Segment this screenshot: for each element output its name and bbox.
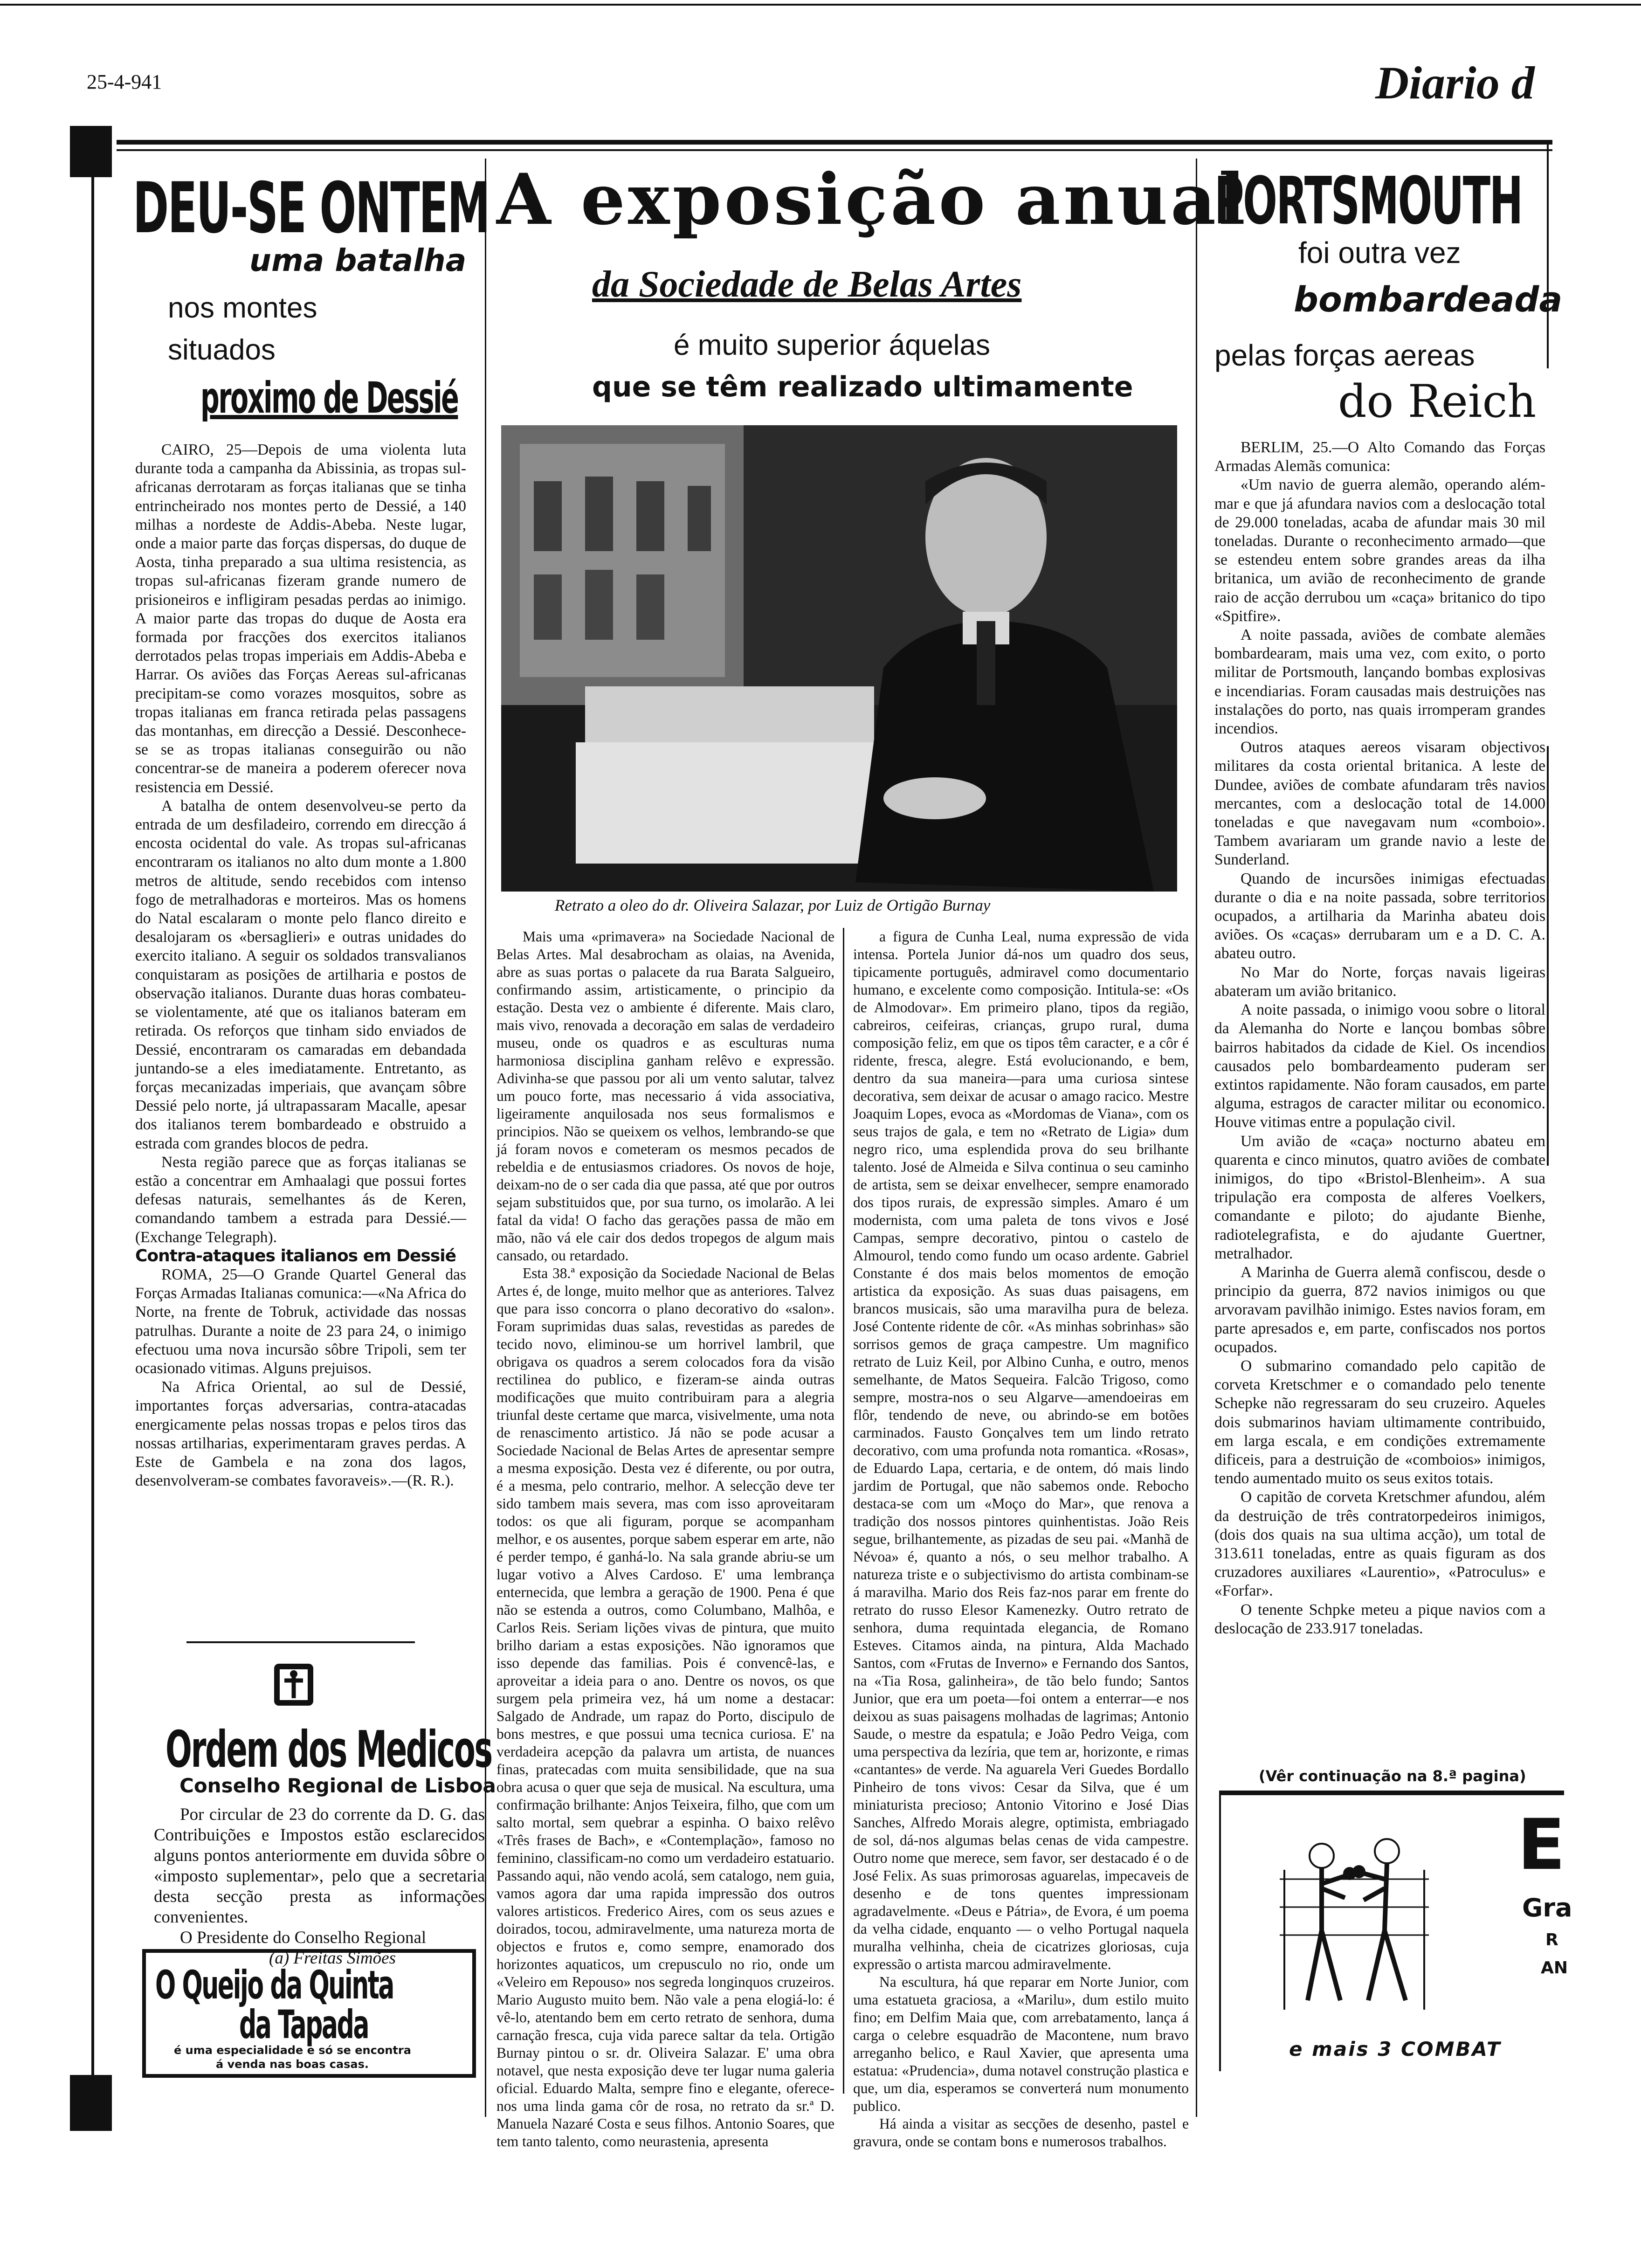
left-paragraph-3: Nesta região parece que as forças italianas se estão a concentrar em Amhaalagi que possui fortes defesas naturais, semelhantes ás de Keren, comandando tambem a estrada para Dessié.—(Exchange Telegraph). bbox=[135, 1153, 466, 1246]
right-deck-1: foi outra vez bbox=[1298, 236, 1461, 270]
left-bottom-block bbox=[70, 2075, 112, 2131]
center-deck: é muito superior áquelas bbox=[674, 329, 990, 361]
right-column-body bbox=[1214, 438, 1545, 1760]
center-column-1 bbox=[496, 928, 834, 2150]
boxing-ad-side-2: R bbox=[1545, 1930, 1558, 1950]
right-kicker: bombardeada bbox=[1294, 280, 1563, 320]
left-frame-rule bbox=[91, 140, 94, 2122]
left-headline: DEU-SE ONTEM bbox=[133, 168, 490, 249]
top-rule bbox=[0, 4, 1641, 6]
center-deck-2: que se têm realizado ultimamente bbox=[592, 371, 1133, 403]
left-separator bbox=[186, 1641, 415, 1643]
right-paragraph-3: A noite passada, aviões de combate alemães bombardearam, mais uma vez, com exito, o porto militar de Portsmouth, lançando bombas explosivas e incendiarias. Foram causadas mais destruições nas instalações do porto, nas quais irromperam grandes incendios. bbox=[1214, 626, 1545, 738]
header-rule-thin bbox=[117, 149, 1552, 151]
right-frame-rule bbox=[1547, 145, 1549, 368]
right-paragraph-4: Outros ataques aereos visaram objectivos militares da costa oriental britanica. A leste de Dundee, aviões de combate afundaram três navios mercantes, com a deslocação total de 14.000 toneladas e que navegavam num «comboio». Tambem avariaram um grande navio a leste de Sunderland. bbox=[1214, 739, 1545, 869]
right-frame-rule-2 bbox=[1547, 746, 1549, 1166]
right-paragraph-6: No Mar do Norte, forças navais ligeiras abateram um avião britanico. bbox=[1214, 963, 1545, 1000]
right-paragraph-8: Um avião de «caça» nocturno abateu em quarenta e cinco minutos, quatro aviões de combate inimigos, do tipo «Bristol-Blenheim». A sua tripulação era composta de alferes Voelkers, comandante e piloto; do ajudante Bienhe, radiotelegrafista, e do ajudante Guertner, metralhador. bbox=[1214, 1132, 1545, 1262]
medicos-subtitle: Conselho Regional de Lisboa bbox=[179, 1774, 496, 1797]
right-continued-note: (Vêr continuação na 8.ª pagina) bbox=[1259, 1767, 1526, 1785]
left-paragraph-5: Na Africa Oriental, ao sul de Dessié, importantes forças adversarias, contra-atacadas energicamente pelas nossas tropas e pelos tiros das nossas artilharias, experimentaram graves perdas. A Este de Gambela e na zona dos lagos, desenvolveram-se combates favoraveis».—(R. R.). bbox=[135, 1378, 466, 1490]
left-subhead-2: Contra-ataques italianos em Dessié bbox=[135, 1246, 456, 1265]
center-paragraph-4: Na escultura, há que reparar em Norte Junior, com uma estatueta graciosa, a «Marilu», dum estilo muito fino; em Delfim Maia que, com arrebatamento, lança á carga o celebre esquadrão de Macontene, num bravo arreganho belico, e Raul Xavier, que apresenta uma estatua: «Prudencia», duma notavel construção plastica e que, um dia, esperamos se converterá num monumento publico. bbox=[853, 1974, 1189, 2114]
left-deck-line2: situados bbox=[168, 334, 276, 366]
queijo-line4: á venda nas boas casas. bbox=[216, 2058, 369, 2071]
medicos-signature: (a) Freitas Simões bbox=[269, 1949, 396, 1968]
left-kicker: uma batalha bbox=[249, 242, 467, 278]
boxing-ad-bottom: e mais 3 COMBAT bbox=[1289, 2038, 1502, 2061]
center-paragraph-5: Há ainda a visitar as secções de desenho, pastel e gravura, onde se contam bons e numerosos trabalhos. bbox=[853, 2116, 1189, 2150]
column-rule-2 bbox=[1196, 159, 1197, 2117]
center-paragraph-2: Esta 38.ª exposição da Sociedade Nacional de Belas Artes é, de longe, muito melhor que as anteriores. Talvez que para isso concorra o plano decorativo do «salon». Foram suprimidas duas salas, revestidas as paredes de tecido novo, eliminou-se um horrivel lambril, que obrigava os quadros a serem colocados fora da visão rectilinea do publico, e fizeram-se ainda outras modificações que muito contribuiram para a alegria triunfal deste certame que marca, visivelmente, uma nota de renascimento artistico. Já não se pode acusar a Sociedade Nacional de Belas Artes de apresentar sempre a mesma exposição. Desta vez é diferente, ou por outra, é a mesma, pelo contrario, melhor. A selecção deve ter sido tambem mais severa, mas com isso aproveitaram todos: os que ali figuram, porque se acompanham melhor, e os ausentes, porque sabem esperar em arte, não é perder tempo, é ganhá-lo. Na sala grande abriu-se um lugar votivo a Alves Cardoso. E' uma lembrança enternecida, que lembra a geração de 1900. Pena é que não se estenda a outros, como Columbano, Malhôa, e Carlos Reis. Seriam lições vivas de pintura, que muito brilho dariam a estas exposições. Não ignoramos que isso depende das familias. Pois é convencê-las, e aproveitar a ideia para o ano. Dentre os novos, os que surgem pela primeira vez, há um nome a destacar: Salgado de Andrade, um rapaz do Porto, discipulo de bons mestres, e que possui uma tecnica curiosa. E' na verdadeira acepção da palavra um artista, de nuances finas, pratecadas com muita sensibilidade, que na sua obra acusa o quer que seja de musical. Na escultura, uma confirmação brilhante: Anjos Teixeira, filho, que com um salto mortal, sem quebrar a espinha. O baixo relêvo «Três frases de Bach», e «Contemplação», famoso no feminino, classificam-no como um verdadeiro estatuario. Passando aqui, não vendo acolá, sem catalogo, nem guia, vamos agora dar uma rapida impressão dos outros valores artisticos. Frederico Aires, com os seus azues e doirados, tocou, admiravelmente, uma natureza morta de objectos e frutos e, como sempre, enamorado dos horizontes aquaticos, um crepusculo no rio, onde um «Veleiro em Repouso» nos segreda longinquos cruzeiros. Mario Augusto muito bem. Não vale a pena elogiá-lo: é vê-lo, atentando bem em certo retrato de senhora, duma carnação fresca, cuja vida parece saltar da tela. Ortigão Burnay pintou o sr. dr. Oliveira Salazar. E' uma obra notavel, que nesta exposição deve ter lugar numa galeria oficial. Eduardo Malta, sempre fino e elegante, oferece-nos uma linda gama côr de rosa, no retrato da sr.ª D. Manuela Nazaré Costa e seus filhos. Antonio Soares, que tem tanto talento, como neurastenia, apresenta bbox=[496, 1265, 834, 2150]
right-paragraph-7: A noite passada, o inimigo voou sobre o litoral da Alemanha do Norte e lançou bombas sôbre bairros habitados da cidade de Kiel. Os incendios causados pelo bombardeamento puderam ser extintos rapidamente. Não foram causados, em parte alguma, estragos de caracter militar ou economico. Houve vitimas entre a população civil. bbox=[1214, 1001, 1545, 1131]
column-rule-1 bbox=[485, 159, 486, 2117]
medicos-title: Ordem dos Medicos bbox=[165, 1721, 492, 1779]
left-deck-line1: nos montes bbox=[168, 292, 317, 324]
header-rule-thick bbox=[117, 140, 1552, 145]
issue-date: 25-4-941 bbox=[87, 70, 162, 93]
medicos-signoff: O Presidente do Conselho Regional bbox=[180, 1928, 427, 1947]
right-paragraph-10: O submarino comandado pelo capitão de corveta Kretschmer e o comandado pelo tenente Schepke não regressaram do seu cruzeiro. Aqueles dois submarinos haviam ultimamente contribuido, em larga escala, e em condições extremamente dificeis, para a destruição de «comboios» inimigos, tendo aumentado muito os seus exitos totais. bbox=[1214, 1357, 1545, 1487]
medicos-text: Por circular de 23 do corrente da D. G. das Contribuições e Impostos estão esclarecidos alguns pontos anteriormente em duvida sôbre o «imposto suplementar», pelo que a secretaria desta secção presta as informações convenientes. bbox=[154, 1805, 485, 1927]
center-headline: A exposição anual bbox=[496, 159, 1248, 241]
right-headline: PORTSMOUTH bbox=[1214, 163, 1522, 239]
right-paragraph-1: BERLIM, 25.—O Alto Comando das Forças Armadas Alemãs comunica: bbox=[1214, 439, 1545, 475]
center-inner-rule bbox=[843, 928, 844, 2094]
center-kicker: da Sociedade de Belas Artes bbox=[592, 264, 1022, 305]
queijo-line1: O Queijo da Quinta bbox=[155, 1962, 393, 2008]
salazar-portrait-photo bbox=[501, 425, 1177, 892]
left-paragraph-2: A batalha de ontem desenvolveu-se perto da entrada de um desfiladeiro, correndo em direcção á encosta ocidental do vale. As tropas sul-africanas encontraram os italianos no alto dum monte a 1.800 metros de altitude, sendo recebidos com intenso fogo de metralhadoras e morteiros. Mas os homens do Natal escalaram o monte pelo flanco direito e desalojaram os «bersaglieri» e outras unidades do exercito italiano. A seguir os soldados transvalianos conquistaram as posições de artilharia e postos de observação italianos. Durante duas horas combateu-se violentamente, até que os italianos bateram em retirada. Os reforços que tinham sido enviados de Dessié, encontraram os camaradas em debandada juntando-se a eles imediatamente. Entretanto, as forças mecanizadas imperiais, que avançam sôbre Dessié pelo norte, já ultrapassaram Macalle, apesar dos italianos terem bombardeado e obstruido a estrada com grandes blocos de pedra. bbox=[135, 797, 466, 1152]
right-paragraph-9: A Marinha de Guerra alemã confiscou, desde o principio da guerra, 872 navios inimigos ou que arvoravam pavilhão inimigo. Estes navios foram, em parte apresados e, em parte, confiscados nos portos ocupados. bbox=[1214, 1263, 1545, 1356]
boxing-ad-side-3: AN bbox=[1541, 1958, 1568, 1978]
left-column-body bbox=[135, 441, 466, 1623]
newspaper-title: Diario d bbox=[1375, 57, 1535, 109]
right-paragraph-5: Quando de incursões inimigas efectuadas durante o dia e na noite passada, sobre territorios ocupados, a artilharia da Marinha abateu dois aviões. Os «caças» derrubaram um e a D. C. A. abateu outro. bbox=[1214, 870, 1545, 962]
center-column-2 bbox=[853, 928, 1189, 2150]
boxing-ad-side-1: Gra bbox=[1522, 1893, 1572, 1922]
boxing-ad bbox=[1219, 1795, 1572, 2075]
queijo-ad bbox=[142, 1949, 476, 2078]
boxing-ad-big-letter: E bbox=[1517, 1805, 1565, 1886]
photo-caption: Retrato a oleo do dr. Oliveira Salazar, por Luiz de Ortigão Burnay bbox=[555, 896, 991, 914]
queijo-line2: da Tapada bbox=[239, 2002, 369, 2047]
right-paragraph-2: «Um navio de guerra alemão, operando além-mar e que já afundara navios com a deslocação total de 29.000 toneladas, acaba de afundar mais 30 mil toneladas. Durante o reconhecimento armado—que se estendeu entem sobre grandes areas da ilha britanica, um avião de reconhecimento de grande raio de acção derrubou um «caça» britanico do tipo «Spitfire». bbox=[1214, 476, 1545, 625]
queijo-line3: é uma especialidade e só se encontra bbox=[174, 2044, 411, 2057]
right-deck-2: pelas forças aereas bbox=[1214, 339, 1475, 372]
boxing-ad-top-rule bbox=[1219, 1791, 1564, 1795]
left-subheadline: proximo de Dessié bbox=[200, 373, 458, 423]
right-paragraph-11: O capitão de corveta Kretschmer afundou, além da destruição de três contratorpedeiros inimigos, (dois dos quais na sua ultima acção), um total de 313.611 toneladas, entre as quais figuram as dos cruzadores auxiliares «Laurentio», «Patroculus» e «Forfar». bbox=[1214, 1488, 1545, 1600]
left-paragraph-1: CAIRO, 25—Depois de uma violenta luta durante toda a campanha da Abissinia, as tropas sul-africanas derrotaram as forças italianas que se tinha entrincheirado nos montes perto de Dessié, a 140 milhas a nordeste de Addis-Abeba. Neste lugar, onde a maior parte das forças dispersas, do duque de Aosta, tinha preparado a sua ultima resistencia, as tropas sul-africanas fizeram grande numero de prisioneiros e infligiram pesadas perdas ao inimigo. A maior parte das tropas do duque de Aosta era formada por fracções dos exercitos italianos derrotados pelas tropas imperiais em Addis-Abeba e Harrar. Os aviões das Forças Aereas sul-africanas precipitam-se como vorazes mosquitos, sobre as tropas italianas em franca retirada pelas passagens das montanhas, em direcção a Dessié. Desconhece-se se as tropas italianas conseguirão ou não concentrar-se de maneira a poderem oferecer nova resistencia em Dessié. bbox=[135, 441, 466, 796]
left-paragraph-4: ROMA, 25—O Grande Quartel General das Forças Armadas Italianas comunica:—«Na Africa do Norte, na frente de Tobruk, actividade das nossas patrulhas. Durante a noite de 23 para 24, o inimigo efectuou uma nova incursão sôbre Tripoli, sem ter ocasionado vitimas. Alguns prejuisos. bbox=[135, 1265, 466, 1377]
right-deck-3: do Reich bbox=[1338, 375, 1537, 428]
right-paragraph-12: O tenente Schpke meteu a pique navios com a deslocação de 233.917 toneladas. bbox=[1214, 1601, 1545, 1637]
center-paragraph-1: Mais uma «primavera» na Sociedade Nacional de Belas Artes. Mal desabrocham as olaias, na Avenida, abre as suas portas o palacete da rua Barata Salgueiro, confirmando assim, artisticamente, o principio da estação. Desta vez o ambiente é diferente. Mais claro, mais vivo, renovada a decoração em salas de verdadeiro museu, onde os quadros e as esculturas numa harmoniosa disciplina ganham relêvo e expressão. Adivinha-se que passou por ali um vento salutar, talvez um pouco forte, mas necessario á vida associativa, ligeiramente anquilosada nos seus formalismos e principios. Não se queixem os velhos, lembrando-se que já foram novos e cometeram os mesmos pecados de rebeldia e de entusiasmos criadores. Os novos de hoje, deixam-no de o ser cada dia que passa, até que por outros sejam substituidos que, por sua turno, os imolarão. A lei fatal da vida! O facho das gerações passa de mão em mão, não vá ele cair dos dedos tropegos de algum mais cansado, ou retardado. bbox=[496, 928, 834, 1264]
left-corner-block bbox=[70, 126, 112, 177]
medicos-emblem bbox=[266, 1660, 322, 1711]
boxing-illustration bbox=[1275, 1823, 1434, 2019]
center-paragraph-3: a figura de Cunha Leal, numa expressão de vida intensa. Portela Junior dá-nos um quadro dos seus, tipicamente português, admiravel como documentario humano, e excelente como composição. Intitula-se: «Os de Almodovar». Em primeiro plano, tipos da região, cabreiros, ceifeiras, crianças, grupo rural, duma composição feliz, em que os tipos têm caracter, e a côr é ridente, fresca, alegre. Está evolucionando, e bem, dentro da sua maneira—para uma curiosa sintese decorativa, sem deixar de acusar o amago racico. Mestre Joaquim Lopes, evoca as «Mordomas de Viana», com os seus trajos de gala, e tem no «Retrato de Ligia» dum negro rico, uma esplendida prova do seu brilhante talento. José de Almeida e Silva continua o seu caminho de artista, sem se deixar envelhecer, sempre enamorado dos tipos rurais, de expressão simples. Amaro é um modernista, com uma paleta de tons vivos e José Campas, sempre decorativo, pintou o castelo de Almourol, tendo como fundo um ocaso ardente. Gabriel Constante é dos mais belos momentos de emoção artistica da exposição. As suas duas paisagens, em brancos musicais, são uma maravilha pura de beleza. José Contente ridente de côr. «As minhas sobrinhas» são sorrisos gemos de graça campestre. Um magnifico retrato de Luiz Keil, por Albino Cunha, e outro, menos semelhante, de Matos Sequeira. Falcão Trigoso, como sempre, mostra-nos o seu Algarve—amendoeiras em flôr, tendendo de neve, ou abrindo-se em botões carminados. Fausto Gonçalves tem um lindo retrato decorativo, com uma profunda nota romantica. «Rosas», de Eduardo Lapa, certaria, e de ontem, dó mais lindo jardim de Portugal, que não sabemos onde. Rebocho destaca-se com um «Moço do Mar», que renova a tradição dos nossos pintores quinhentistas. João Reis segue, brilhantemente, as pizadas de seu pai. «Manhã de Névoa» é, quanto a nós, o seu melhor trabalho. A natureza triste e o subjectivismo do artista combinam-se á maravilha. Mario dos Reis faz-nos parar em frente do retrato do russo Elesor Kamenezky. Outro retrato de senhora, duma requintada elegancia, de Romano Esteves. Citamos ainda, na pintura, Alda Machado Santos, com «Frutas de Inverno» e Fernando dos Santos, na «Tia Rosa, galinheira», de tão belo fundo; Santos Junior, que era um poeta—foi ontem a enterrar—e nos deixou as suas paisagens molhadas de lagrimas; Antonio Saude, o mestre da espatula; e João Pedro Veiga, com uma perspectiva da lezíria, que tem ar, horizonte, e rimas «cantantes» de verde. Na aguarela Veri Guedes Bordallo Pinheiro de tons vivos: Cesar da Silva, que é um miniaturista precioso; Antonio Vitorino e José Dias Sanches, Alfredo Morais alegre, optimista, embriagado de sol, dá-nos algumas belas cenas de vida campestre. Outro nome que merece, sem favor, ser destacado é o de José Felix. As suas primorosas aguarelas, impecaveis de desenho e de tons quentes impressionam agradavelmente. «Deus e Pátria», de Evora, é um poema da velha cidade, enquanto — o velho Portugal naquela muralha velhinha, cheia de cicatrizes gloriosas, cuja expressão o artista marcou admiravelmente. bbox=[853, 928, 1189, 1972]
